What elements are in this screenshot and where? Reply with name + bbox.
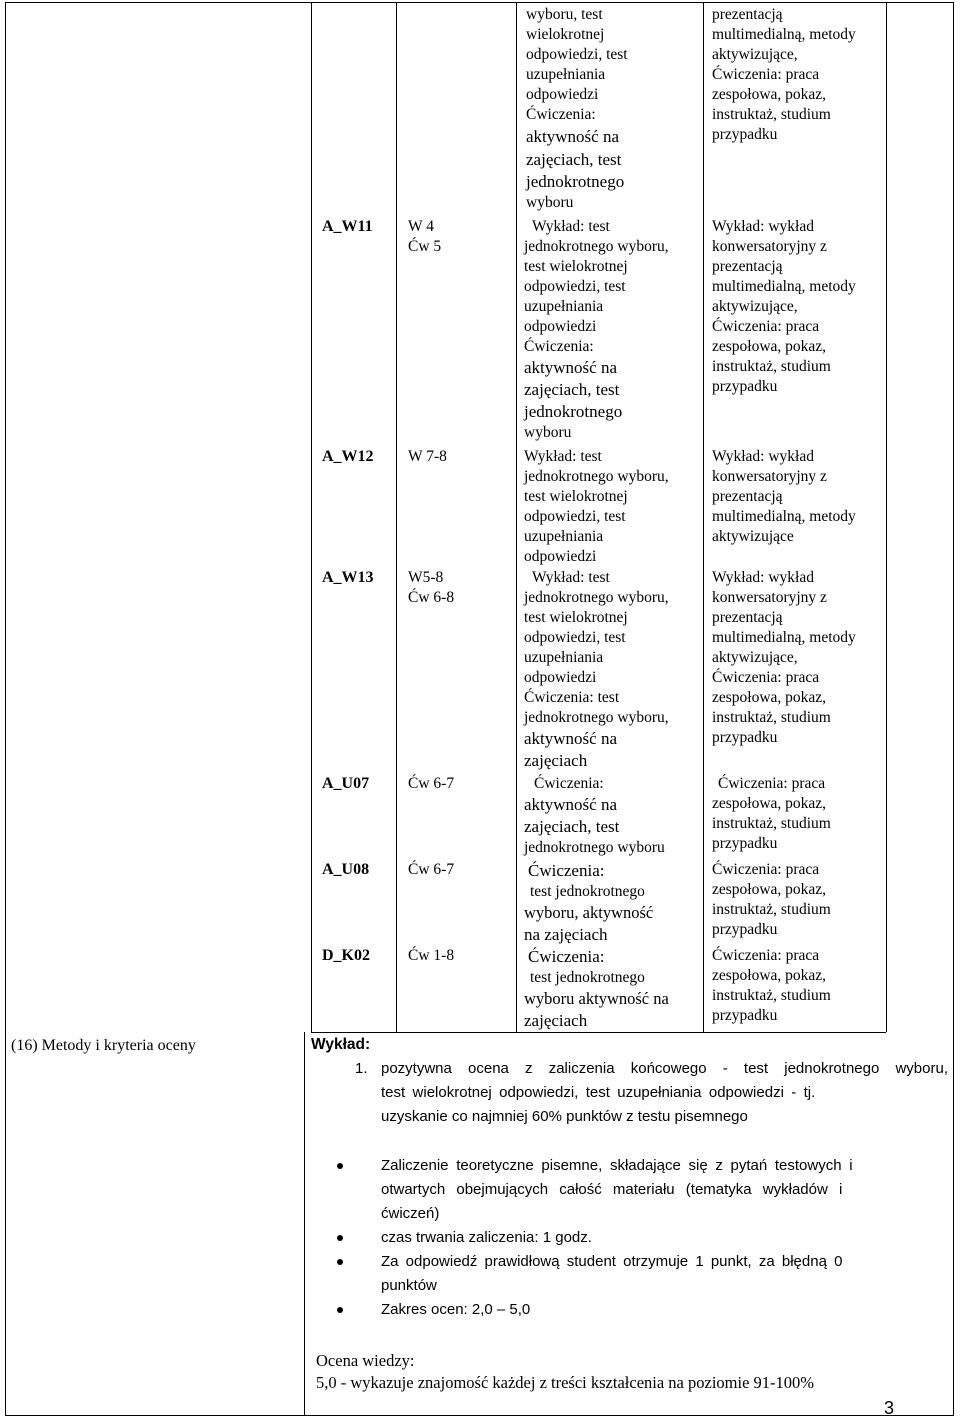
text-line: zespołowa, pokaz,: [712, 338, 827, 355]
text-line: Wykład: test: [532, 569, 610, 586]
text-line: jednokrotnego wyboru,: [524, 468, 669, 485]
text-line: konwersatoryjny z: [712, 238, 827, 255]
text-line: multimedialną, metody: [712, 278, 856, 295]
list-item: [381, 1250, 948, 1298]
text-line: odpowiedzi, test: [526, 46, 628, 63]
text-line: test wielokrotnej: [524, 258, 628, 275]
text-line: pozytywna ocena z zaliczenia końcowego - test jednokrotnego wyboru,: [381, 1060, 948, 1077]
text-line: odpowiedzi, test: [524, 278, 626, 295]
text-line: przypadku: [712, 126, 778, 143]
text-line: przypadku: [712, 729, 778, 746]
text-line: odpowiedzi, test: [524, 508, 626, 525]
text-line: multimedialną, metody: [712, 508, 856, 525]
text-line: Ćwiczenia: praca: [712, 947, 820, 964]
text-line: instruktaż, studium: [712, 901, 831, 918]
text-line: Ćw 6-8: [408, 589, 455, 606]
row-classes: [408, 860, 454, 880]
text-line: aktywizujące,: [712, 649, 798, 666]
row-methods: [712, 946, 882, 1026]
text-line: multimedialną, metody: [712, 26, 856, 43]
text-line: test wielokrotnej odpowiedzi, test uzupełniania odpowiedzi - tj.: [381, 1084, 816, 1101]
text-line: multimedialną, metody: [712, 629, 856, 646]
row-forms: [524, 568, 702, 772]
text-line: test wielokrotnej: [524, 609, 628, 626]
text-line: zespołowa, pokaz,: [712, 86, 827, 103]
knowledge-title: Ocena wiedzy:: [316, 1351, 415, 1370]
text-line: Ćw 1-8: [408, 947, 455, 964]
text-line: przypadku: [712, 1007, 778, 1024]
text-line: aktywność na: [524, 358, 618, 377]
forms-cell-continued: [516, 5, 703, 213]
row-code: D_K02: [322, 947, 370, 964]
text-line: wyboru aktywność na: [524, 989, 669, 1008]
bullet-icon: [337, 1307, 343, 1313]
row-classes: [408, 946, 454, 966]
text-line: odpowiedzi: [524, 318, 597, 335]
text-line: jednokrotnego: [524, 402, 623, 421]
text-line: wyboru, test: [526, 6, 603, 23]
text-line: jednokrotnego wyboru,: [524, 709, 669, 726]
bullet-list: [381, 1154, 948, 1322]
text-line: wyboru: [526, 194, 574, 211]
row-methods: [712, 447, 882, 547]
text-line: test jednokrotnego: [530, 969, 645, 986]
text-line: wyboru, aktywność: [524, 903, 654, 922]
table-border-left: [311, 2, 312, 1032]
text-line: aktywizujące: [712, 528, 794, 545]
table-divider-1: [396, 2, 397, 1032]
text-line: prezentacją: [712, 258, 783, 275]
page-number: 3: [884, 1398, 895, 1418]
text-line: aktywność na: [526, 127, 620, 146]
text-line: Ćw 5: [408, 238, 442, 255]
row-classes: [408, 447, 447, 467]
text-line: Wykład: test: [532, 218, 610, 235]
text-line: przypadku: [712, 921, 778, 938]
text-line: prezentacją: [712, 488, 783, 505]
text-line: instruktaż, studium: [712, 358, 831, 375]
text-line: przypadku: [712, 378, 778, 395]
text-line: Ćwiczenia: praca: [712, 669, 820, 686]
bullet-icon: [337, 1235, 343, 1241]
list-item: [381, 1154, 948, 1226]
row-classes: [408, 568, 454, 608]
text-line: Ćwiczenia: praca: [718, 775, 826, 792]
text-line: Ćw 6-7: [408, 861, 455, 878]
table-border-bottom: [311, 1032, 886, 1033]
text-line: konwersatoryjny z: [712, 589, 827, 606]
row-methods: [712, 774, 882, 854]
text-line: Ćwiczenia:: [524, 338, 594, 355]
text-line: test wielokrotnej: [524, 488, 628, 505]
text-line: uzupełniania: [524, 649, 604, 666]
text-line: prezentacją: [712, 609, 783, 626]
row-code: A_U07: [322, 775, 370, 792]
text-line: Ćwiczenia: praca: [712, 318, 820, 335]
section-title: (16) Metody i kryteria oceny: [11, 1037, 196, 1054]
text-line: uzyskanie co najmniej 60% punktów z testu pisemnego: [381, 1108, 748, 1125]
row-classes: [408, 217, 441, 257]
text-line: jednokrotnego wyboru,: [524, 589, 669, 606]
text-line: zespołowa, pokaz,: [712, 881, 827, 898]
lecture-label: Wykład:: [311, 1036, 371, 1053]
table-divider-3: [703, 2, 704, 1032]
text-line: instruktaż, studium: [712, 987, 831, 1004]
text-line: przypadku: [712, 835, 778, 852]
text-line: ćwiczeń): [381, 1205, 440, 1222]
text-line: Zakres ocen: 2,0 – 5,0: [381, 1301, 531, 1318]
knowledge-line: 5,0 - wykazuje znajomość każdej z treści kształcenia na poziomie 91-100%: [316, 1373, 815, 1392]
row-forms: [524, 217, 702, 443]
row-classes: [408, 774, 454, 794]
text-line: test jednokrotnego: [530, 883, 645, 900]
text-line: aktywizujące,: [712, 298, 798, 315]
text-line: Ćwiczenia:: [528, 861, 605, 880]
text-line: konwersatoryjny z: [712, 468, 827, 485]
item-number: 1.: [355, 1060, 368, 1077]
text-line: punktów: [381, 1277, 437, 1294]
text-line: Ćwiczenia:: [534, 775, 604, 792]
text-line: zespołowa, pokaz,: [712, 967, 827, 984]
text-line: instruktaż, studium: [712, 815, 831, 832]
text-line: Wykład: wykład: [712, 448, 814, 465]
text-line: prezentacją: [712, 6, 783, 23]
text-line: Wykład: wykład: [712, 569, 814, 586]
text-line: W 4: [408, 218, 434, 235]
row-code: A_W13: [322, 569, 374, 586]
text-line: jednokrotnego wyboru: [524, 839, 665, 856]
list-item: [381, 1226, 948, 1250]
text-line: na zajęciach: [524, 925, 608, 944]
assessment-item: [381, 1057, 948, 1129]
text-line: W 7-8: [408, 448, 447, 465]
text-line: Ćwiczenia:: [526, 106, 596, 123]
text-line: jednokrotnego wyboru,: [524, 238, 669, 255]
row-forms: [524, 860, 702, 946]
bullet-icon: [337, 1163, 343, 1169]
text-line: czas trwania zaliczenia: 1 godz.: [381, 1229, 592, 1246]
methods-cell-continued: [712, 5, 882, 145]
row-forms: [524, 774, 702, 858]
text-line: uzupełniania: [524, 298, 604, 315]
text-line: otwartych obejmujących całość materiału (tematyka wykładów i: [381, 1181, 843, 1198]
row-forms: [524, 447, 702, 567]
text-line: odpowiedzi: [524, 548, 597, 565]
text-line: Wykład: test: [524, 448, 602, 465]
text-line: Zaliczenie teoretyczne pisemne, składające się z pytań testowych i: [381, 1157, 853, 1174]
text-line: odpowiedzi: [526, 86, 599, 103]
text-line: zajęciach, test: [524, 380, 620, 399]
text-line: W5-8: [408, 569, 444, 586]
row-code: A_W12: [322, 448, 374, 465]
text-line: zespołowa, pokaz,: [712, 795, 827, 812]
text-line: wielokrotnej: [526, 26, 605, 43]
row-code: A_U08: [322, 861, 370, 878]
section-divider: [304, 1032, 305, 1416]
text-line: zajęciach: [524, 1011, 588, 1030]
text-line: odpowiedzi: [524, 669, 597, 686]
text-line: Ćw 6-7: [408, 775, 455, 792]
row-methods: [712, 217, 882, 397]
bullet-icon: [337, 1259, 343, 1265]
text-line: odpowiedzi, test: [524, 629, 626, 646]
row-forms: [524, 946, 702, 1032]
text-line: Ćwiczenia:: [528, 947, 605, 966]
text-line: aktywizujące,: [712, 46, 798, 63]
text-line: uzupełniania: [526, 66, 606, 83]
text-line: wyboru: [524, 424, 572, 441]
text-line: jednokrotnego: [526, 172, 625, 191]
text-line: Ćwiczenia: praca: [712, 66, 820, 83]
text-line: zespołowa, pokaz,: [712, 689, 827, 706]
row-code: A_W11: [322, 218, 373, 235]
text-line: zajęciach: [524, 751, 588, 770]
list-item: [381, 1298, 948, 1322]
table-border-right: [886, 2, 887, 1032]
text-line: Wykład: wykład: [712, 218, 814, 235]
text-line: aktywność na: [524, 729, 618, 748]
text-line: instruktaż, studium: [712, 106, 831, 123]
row-methods: [712, 860, 882, 940]
row-methods: [712, 568, 882, 748]
text-line: Ćwiczenia: praca: [712, 861, 820, 878]
text-line: Ćwiczenia: test: [524, 689, 620, 706]
text-line: Za odpowiedź prawidłową student otrzymuje 1 punkt, za błędną 0: [381, 1253, 843, 1270]
text-line: zajęciach, test: [524, 817, 620, 836]
text-line: instruktaż, studium: [712, 709, 831, 726]
text-line: uzupełniania: [524, 528, 604, 545]
text-line: zajęciach, test: [526, 150, 622, 169]
text-line: aktywność na: [524, 795, 618, 814]
